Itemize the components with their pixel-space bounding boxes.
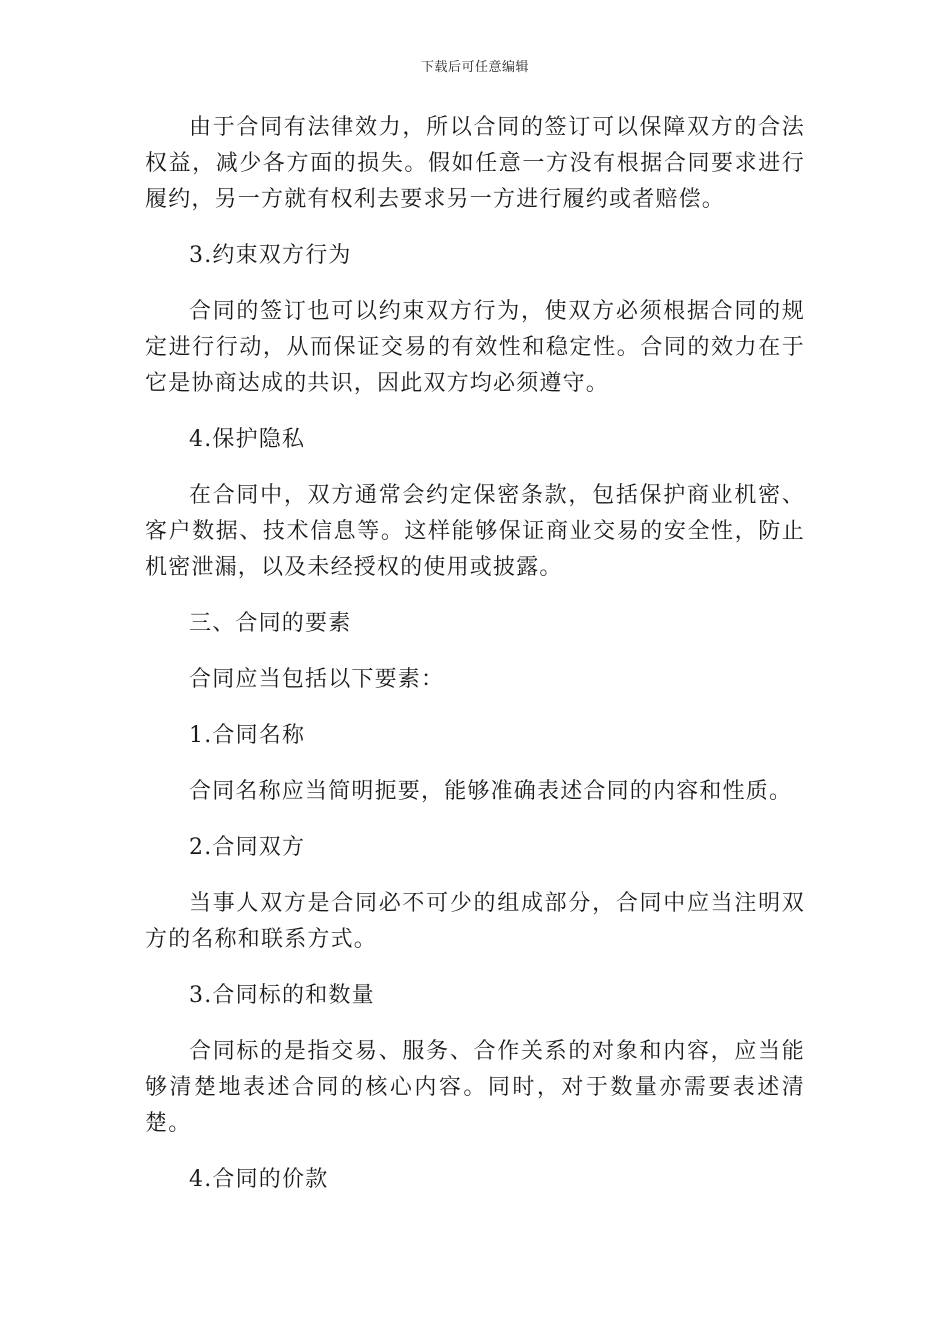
section-heading-contract-price: 4.合同的价款	[189, 1167, 329, 1192]
paragraph-contract-parties: 当事人双方是合同必不可少的组成部分，合同中应当注明双方的名称和联系方式。	[145, 891, 805, 952]
section-heading-constrain-behavior: 3.约束双方行为	[189, 243, 352, 268]
paragraph-legal-effect: 由于合同有法律效力，所以合同的签订可以保障双方的合法权益，减少各方面的损失。假如任意一方没有根据合同要求进行履约，另一方就有权利去要求另一方进行履约或者赔偿。	[145, 115, 805, 212]
section-heading-protect-privacy: 4.保护隐私	[189, 427, 306, 452]
paragraph-contract-name: 合同名称应当简明扼要，能够准确表述合同的内容和性质。	[189, 779, 793, 804]
section-heading-subject-quantity: 3.合同标的和数量	[189, 983, 375, 1008]
section-heading-contract-name: 1.合同名称	[189, 723, 306, 748]
paragraph-protect-privacy: 在合同中，双方通常会约定保密条款，包括保护商业机密、客户数据、技术信息等。这样能够保证商业交易的安全性，防止机密泄漏，以及未经授权的使用或披露。	[145, 483, 805, 580]
section-heading-contract-parties: 2.合同双方	[189, 835, 306, 860]
paragraph-elements-intro: 合同应当包括以下要素：	[189, 667, 445, 692]
paragraph-constrain-behavior: 合同的签订也可以约束双方行为，使双方必须根据合同的规定进行行动，从而保证交易的有效性和稳定性。合同的效力在于它是协商达成的共识，因此双方均必须遵守。	[145, 299, 805, 396]
document-body	[145, 110, 805, 1218]
header-note: 下载后可任意编辑	[420, 60, 529, 75]
paragraph-subject-quantity: 合同标的是指交易、服务、合作关系的对象和内容，应当能够清楚地表述合同的核心内容。同时，对于数量亦需要表述清楚。	[145, 1039, 805, 1136]
section-heading-contract-elements: 三、合同的要素	[189, 611, 352, 636]
